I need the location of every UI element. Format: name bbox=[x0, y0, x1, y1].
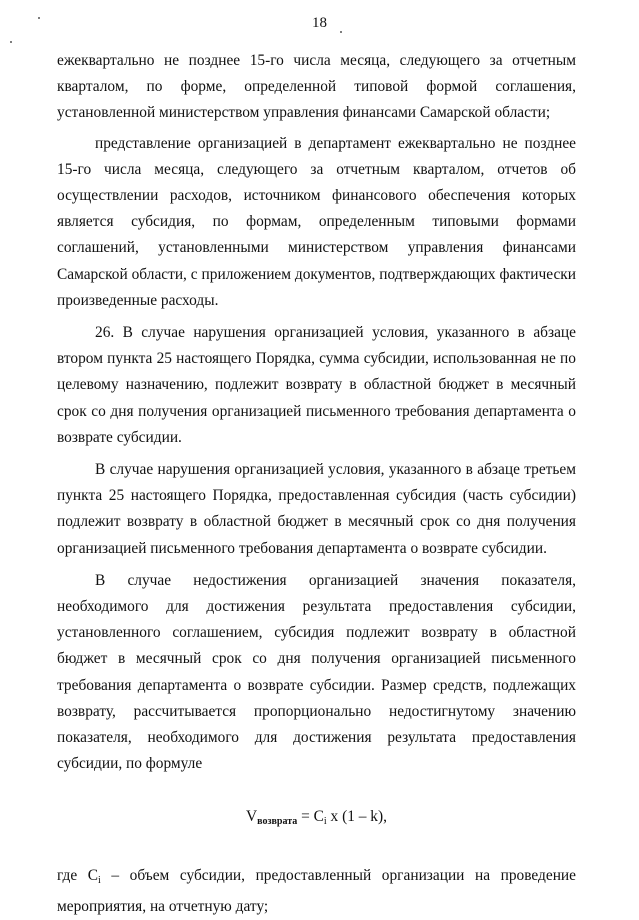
formula-v: V bbox=[246, 808, 258, 826]
page-number: 18 bbox=[312, 15, 327, 31]
scan-speck bbox=[38, 17, 40, 19]
paragraph-5: В случае недостижения организацией значения показателя, необходимого для достижения результата предоставления субсидии, установленного соглашением, субсидия подлежит возврату в областной бюджет в месячный срок со дня получения организацией письменного требования департамента о возврате субсидии. Размер средств, подлежащих возврату, рассчитывается пропорционально недостигнутому значению показателя, необходимого для достижения результата предоставления субсидии, по формуле bbox=[57, 571, 576, 773]
scan-speck bbox=[10, 41, 12, 43]
after-formula-lead: где C bbox=[57, 866, 99, 884]
paragraph-1: ежеквартально не позднее 15-го числа месяца, следующего за отчетным кварталом, по форме, определенной типовой формой соглашения, установленной министерством управления финансами Самарской области; bbox=[57, 52, 576, 122]
formula-rest: x (1 – k), bbox=[326, 808, 387, 826]
paragraph-after-formula bbox=[57, 863, 576, 920]
formula-v-subscript: возврата bbox=[257, 816, 298, 828]
after-formula-subscript: i bbox=[98, 874, 101, 886]
document-body bbox=[57, 48, 576, 920]
formula bbox=[57, 804, 576, 835]
paragraph-3: 26. В случае нарушения организацией условия, указанного в абзаце втором пункта 25 настоящего Порядка, сумма субсидии, использованная не по целевому назначению, подлежит возврату в областной бюджет в месячный срок со дня получения организацией письменного требования департамента о возврате субсидии. bbox=[57, 324, 576, 446]
after-formula-text: – объем субсидии, предоставленный организации на проведение мероприятия, на отчетную дату; bbox=[57, 866, 576, 915]
scan-speck bbox=[340, 31, 342, 33]
formula-eq: = C bbox=[297, 808, 324, 826]
formula-c-subscript: i bbox=[323, 816, 327, 828]
paragraph-2: представление организацией в департамент ежеквартально не позднее 15-го числа месяца, следующего за отчетным кварталом, отчетов об осуществлении расходов, источником финансового обеспечения которых является субсидия, по формам, определенным типовыми формами соглашений, установленными министерством управления финансами Самарской области, с приложением документов, подтверждающих фактически произведенные расходы. bbox=[57, 134, 576, 309]
paragraph-4: В случае нарушения организацией условия, указанного в абзаце третьем пункта 25 настоящего Порядка, предоставленная субсидия (часть субсидии) подлежит возврату в областной бюджет в месячный срок со дня получения организацией письменного требования департамента о возврате субсидии. bbox=[57, 461, 576, 557]
